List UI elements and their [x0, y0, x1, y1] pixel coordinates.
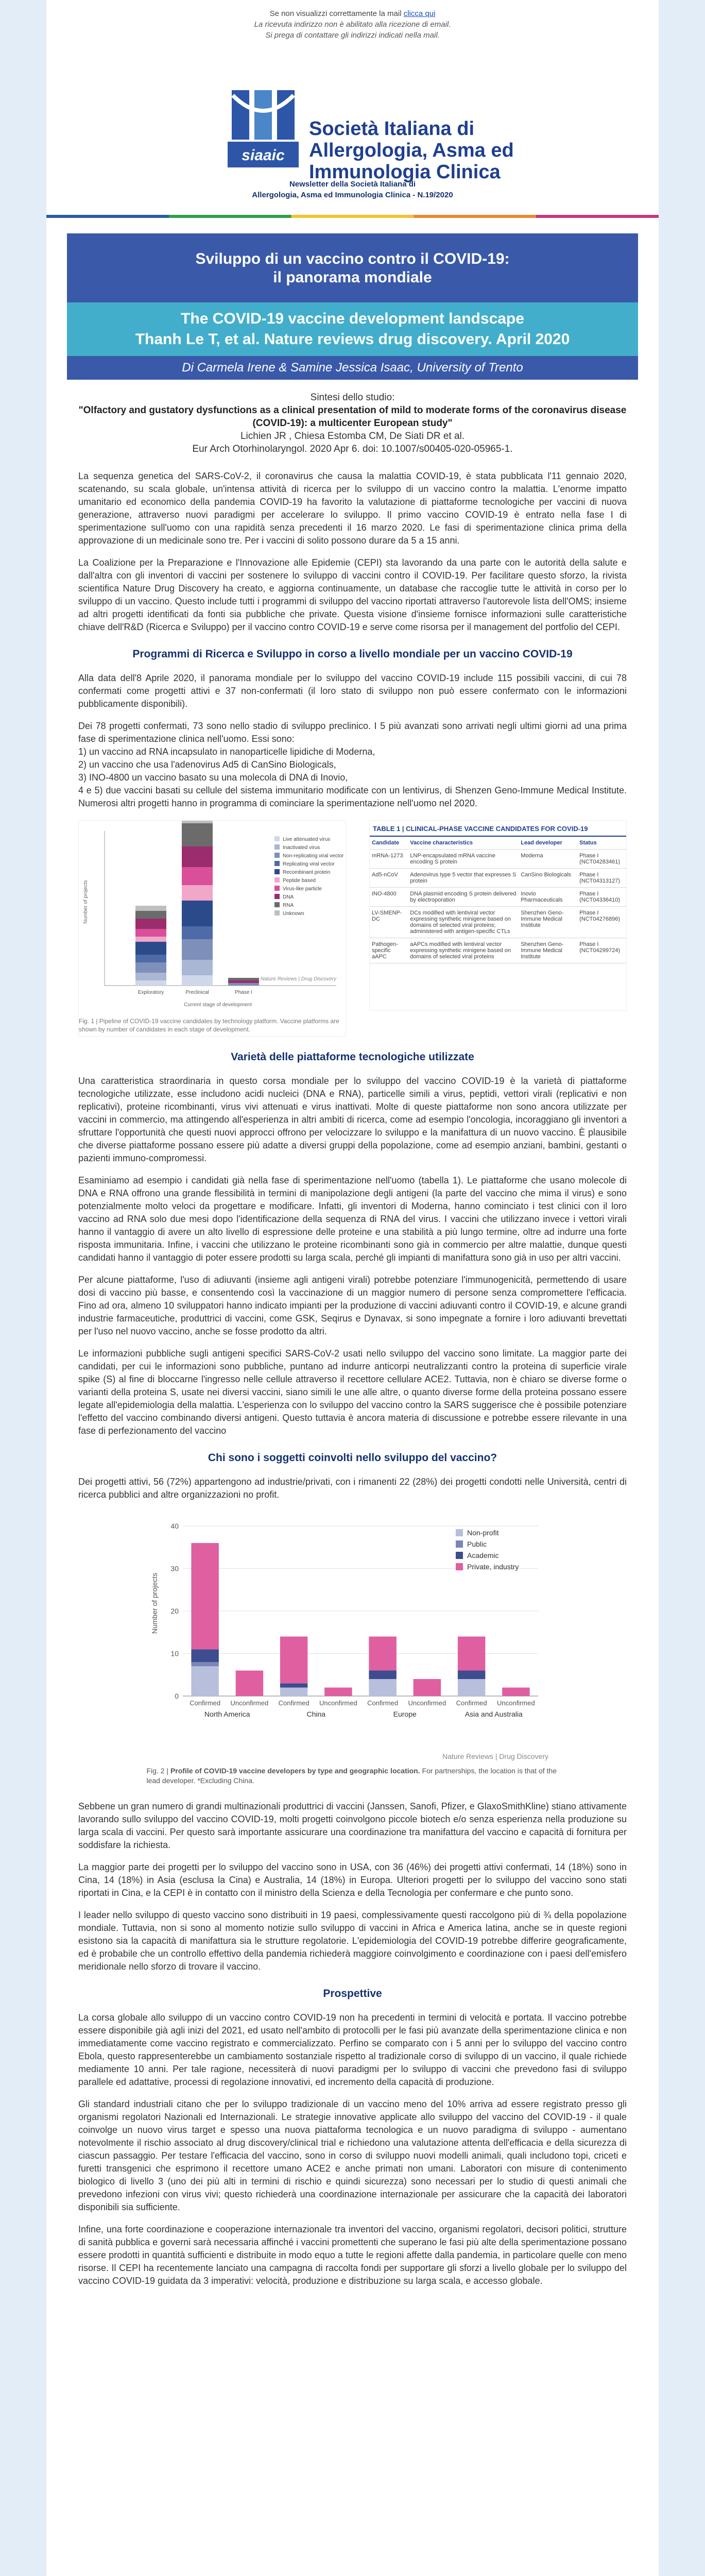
figure-1-bar-segment [135, 929, 166, 937]
figure-1-legend-label: Inactivated virus [283, 845, 320, 851]
platforms-paragraph-2: Esaminiamo ad esempio i candidati già nella fase di sperimentazione nell'uomo (tabella 1). Le piattaforme che usano molecole di DNA e RNA offrono una grande flessibilità in termini di manipolazione degli antigeni (la parte del vaccino che mima il virus) e sono potenzialmente molto veloci da progettare e modificare. Infatti, gli inventori di Moderna, hanno cominciato i test clinici con il loro vaccino ad RNA solo due mesi dopo l'identificazione della sequenza di RNA del virus. I vaccini che utilizzano invece i vettori virali hanno il vantaggio di avere un alto livello di espressione delle proteine e una stabilità a più lungo termine, oltre ad indurre una forte risposta immunitaria. Infine, i vaccini che utilizzano le proteine ricombinanti sono già in commercio per altre malattie, dunque questi candidati hanno il vantaggio di poter essere prodotti su larga scala, perché gli impianti di manifattura sono già in uso per altri vaccini. [78, 1175, 627, 1263]
who-paragraph-4: I leader nello sviluppo di questo vaccino sono distribuiti in 19 paesi, complessivamente questi raccolgono più di ¾ della popolazione mondiale. Tuttavia, non si sono al momento notizie sullo sviluppo di vaccini in Africa e America latina, anche se in queste regioni esistono sia la capacità di manifattura sia le strutture regolatorie. L'epidemiologia del COVID-19 potrebbe differire geograficamente, ed è probabile che un controllo effettivo della pandemia richiederà maggiore coinvolgimento e coordinazione con i paesi dell'emisfero meridionale nello sforzo di trovare il vaccino. [78, 1910, 627, 1972]
figure-1-legend-swatch [274, 836, 280, 841]
figure-1-caption: Fig. 1 | Pipeline of COVID-19 vaccine candidates by technology platform. Vaccine platforms are shown by number of candidates in each stage of development. [79, 1018, 339, 1033]
figure-1-legend-label: Non-replicating viral vector [283, 853, 344, 859]
figure-1-legend-swatch [274, 844, 280, 850]
newsletter-line2: Allergologia, Asma ed Immunologia Clinica - N.19/2020 [252, 191, 453, 199]
table-1-title: TABLE 1 | CLINICAL-PHASE VACCINE CANDIDATES FOR COVID-19 [370, 821, 626, 837]
figure-2-source: Nature Reviews | Drug Discovery [442, 1752, 548, 1760]
figure-2-ytick: 0 [174, 1692, 179, 1700]
figure-1-legend-swatch [274, 894, 280, 899]
figure-1-legend-label: DNA [283, 894, 294, 900]
figure-2-legend-label: Academic [467, 1551, 498, 1560]
figure-1-chart [79, 821, 347, 1011]
logo-word: siaaic [242, 147, 285, 164]
figure-1-bar-segment [135, 919, 166, 929]
figure-1-legend-swatch [274, 877, 280, 883]
figure-1-category-label: Exploratory [137, 990, 164, 995]
figure-2-legend-swatch [456, 1563, 463, 1570]
table-1-cell: LV-SMENP-DC [370, 907, 408, 938]
platforms-paragraph-3: Per alcune piattaforme, l'uso di adiuvanti (insieme agli antigeni virali) potrebbe potenziare l'immunogenicità, permettendo di usare dosi di vaccino più basse, e consentendo così la vaccinazione di un maggior numero di persone senza compromettere l'efficacia. Fino ad ora, almeno 10 sviluppatori hanno indicato impianti per la produzione di vaccini adiuvanti contro il COVID-19, e alcune grandi industrie farmaceutiche, produttrici di vaccini, come GSK, Seqirus e Dynavax, si sono impegnate a fornire i loro adiuvanti brevettati per l'uso nel nuovo vaccino, anche se fosse prodotto da altri. [78, 1275, 627, 1336]
figure-2-caption-bold: Profile of COVID-19 vaccine developers by type and geographic location. [170, 1767, 420, 1775]
figure-1-bar-segment [135, 973, 166, 980]
figure-1-bar-segment [182, 885, 213, 901]
figure-2-bar-segment [191, 1662, 218, 1666]
figure-2-category-label: Confirmed [456, 1699, 487, 1707]
figure-1-bar-segment [135, 980, 166, 986]
figure-2-category-label: Unconfirmed [230, 1699, 268, 1707]
table-1-cell: Shenzhen Geno-Immune Medical Institute [519, 938, 577, 963]
figure-2-legend-label: Public [467, 1540, 487, 1548]
figure-2-developers [147, 1511, 559, 1763]
who-paragraph-1: Dei progetti attivi, 56 (72%) appartengono ad industrie/privati, con i rimanenti 22 (28%) dei progetti condotti nelle Università, centri di ricerca pubblici and altre organizzazioni no profit. [78, 1477, 627, 1500]
figure-1-bar-segment [135, 911, 166, 919]
table-1-row [370, 938, 626, 963]
figure-1-legend-swatch [274, 861, 280, 866]
figure-1-bar-segment [135, 962, 166, 973]
figure-1-legend-swatch [274, 902, 280, 907]
intro-paragraph-1: La sequenza genetica del SARS-CoV-2, il coronavirus che causa la malattia COVID-19, è stata pubblicata l'11 gennaio 2020, scatenando, su scala globale, un'intensa attività di ricerca per lo sviluppo di un vaccino contro la malattia. L'enorme impatto umanitario ed economico della pandemia COVID-19 ha favorito la valutazione di piattaforme tecnologiche per vaccini di nuova generazione, attraverso nuovi paradigmi per accelerare lo sviluppo. Il primo vaccino COVID-19 è entrato nella fase I di sperimentazione sull'uomo con una rapidità senza precedenti il 16 marzo 2020. Le fasi di sperimentazione clinica prima della approvazione di un medicinale sono tre. Per i vaccini di solito possono durare da 5 a 15 anni. [78, 471, 627, 546]
color-divider [46, 215, 659, 218]
figure-1-legend-label: Virus-like particle [283, 886, 322, 892]
notice-line-3: Si prega di contattare gli indirizzi indicati nella mail. [265, 31, 440, 40]
table-1-cell: Phase I (NCT04299724) [577, 938, 626, 963]
figure-2-category-label: Confirmed [189, 1699, 220, 1707]
figure-2-category-label: Confirmed [367, 1699, 398, 1707]
section-heading-programs: Programmi di Ricerca e Sviluppo in corso a livello mondiale per un vaccino COVID-19 [132, 648, 573, 660]
article-subtitle [67, 302, 638, 356]
summary-label: Sintesi dello studio: [310, 392, 395, 403]
figure-1-bar-segment [228, 980, 259, 983]
figure-2-group-label: North America [204, 1710, 250, 1718]
figure-1-category-label: Phase I [235, 990, 252, 995]
figure-1-pipeline [78, 820, 346, 1037]
figure-2-group-label: Europe [393, 1710, 417, 1718]
platforms-body [78, 1075, 627, 1437]
society-name-line3: Immunologia Clinica [309, 161, 501, 183]
programs-list-item: 3) INO-4800 un vaccino basato su una molecola di DNA di Inovio, [78, 772, 348, 783]
figure-2-ylabel: Number of projects [150, 1572, 159, 1634]
figure-1-xlabel: Current stage of development [184, 1002, 252, 1008]
figure-2-bar-segment [413, 1679, 440, 1696]
figure-2-caption [147, 1766, 559, 1786]
figure-1-legend-swatch [274, 853, 280, 858]
table-1-cell: Phase I (NCT04276896) [577, 907, 626, 938]
figure-2-bar-segment [457, 1679, 485, 1696]
top-notice [46, 0, 659, 41]
subtitle-line2: Thanh Le T, et al. Nature reviews drug discovery. April 2020 [135, 331, 570, 348]
table-1-cell: Phase I (NCT04283461) [577, 850, 626, 869]
table-1-cell: LNP-encapsulated mRNA vaccine encoding S protein [408, 850, 519, 869]
figure-2-bar-segment [502, 1688, 529, 1697]
figure-1-legend-label: Unknown [283, 911, 304, 917]
perspectives-paragraph-1: La corsa globale allo sviluppo di un vaccino contro COVID-19 non ha precedenti in termini di velocità e portata. Il vaccino potrebbe essere disponibile già agli inizi del 2021, ed usato nell'ambito di protocolli per le fasi più avanzate della sperimentazione clinica e non immediatamente come vaccino registrato e commercializzato. Perfino se comparato con i 5 anni per lo sviluppo del vaccino contro Ebola, questo rappresenterebbe un cambiamento sostanziale rispetto al tradizionale corso di sviluppo di un vaccino, il quale richiede mediamente 10 anni. Per tale ragione, necessiterà di nuovi paradigmi per lo sviluppo di vaccini che prevedono fasi di sviluppo parallele ed adattative, processi di regolazione innovativi, ed incremento della capacità di produzione. [78, 2012, 627, 2087]
figure-1-bar-segment [182, 867, 213, 885]
intro-paragraph-2: La Coalizione per la Preparazione e l'Innovazione alle Epidemie (CEPI) sta lavorando da una parte con le autorità della salute e dall'altra con gli inventori di vaccini per sostenere lo sviluppo di vaccini contro il COVID-19. Per facilitare questo sforzo, la rivista scientifica Nature Drug Discovery ha creato, e aggiorna continuamente, un database che raccoglie tutte le attività in corso per lo sviluppo di un vaccino. Questo include tutti i programmi di sviluppo del vaccino riportati attraverso l'autorevole lista dell'OMS; insieme ad altri progetti identificati da fonti sia pubbliche che private. Questa visione d'insieme fornisce informazioni sulle caratteristiche chiave dell'R&D (Ricerca e Sviluppo) per il vaccino contro COVID-19 e serve come risorsa per il management del portfolio del CEPI. [78, 557, 627, 632]
table-1-cell: Adenovirus type 5 vector that expresses S protein [408, 869, 519, 888]
society-name-line1: Società Italiana di [309, 118, 474, 140]
perspectives-paragraph-2: Gli standard industriali citano che per lo sviluppo tradizionale di un vaccino meno del 10% arriva ad essere registrato presso gli organismi regolatori Nazionali ed Internazionali. Le strategie innovative applicate allo sviluppo del vaccino del COVID-19 - il quale coinvolge un nuovo virus target e spesso una nuova piattaforma tecnologica e un nuovo paradigma di sviluppo - aumentano notevolmente il rischio associato al drug discovery/clinical trial e richiedono una valutazione attenta dell'efficacia e della sicurezza di ciascun passaggio. Per testare l'efficacia del vaccino, sono in corso di sviluppo nuovi modelli animali, quali includono topi, criceti e furetti transgenici che esprimono il recettore umano ACE2 e anche primati non umani. Laboratori con misure di contenimento biologico di livello 3 (uno dei più alti in termini di rischio e quindi sicurezza) sono necessari per lo studio di questi animali che prevedono infezioni con virus vivi; questo richiederà una coordinazione internazionale per assicurare che la capacità dei laboratori disponibili sia sufficiente. [78, 2099, 627, 2212]
table-1-row [370, 907, 626, 938]
table-1-cell: Shenzhen Geno-Immune Medical Institute [519, 907, 577, 938]
programs-list-item: 4 e 5) due vaccini basati su cellule del sistema immunitario modificate con un lentivirus, di Shenzen Geno-Immune Medical Institute. Numerosi altri progetti hanno in programma di cominciare la sperimentazione nell'uomo nel 2020. [78, 785, 627, 808]
programs-paragraph-2: Dei 78 progetti confermati, 73 sono nello stadio di sviluppo preclinico. I 5 più avanzati sono arrivati negli ultimi giorni ad una prima fase di sperimentazione clinica nell'uomo. Essi sono: [78, 721, 627, 744]
figure-1-bar-segment [135, 906, 166, 911]
figure-2-ytick: 30 [170, 1564, 179, 1573]
platforms-paragraph-4: Le informazioni pubbliche sugli antigeni specifici SARS-CoV-2 usati nello sviluppo del vaccino sono limitate. La maggior parte dei candidati, per cui le informazioni sono pubbliche, puntano ad indurre anticorpi neutralizzanti contro la proteina di superficie virale spike (S) al fine di bloccarne l'ingresso nelle cellule attraverso il recettore cellulare ACE2. Tuttavia, non è chiaro se diverse forme o varianti della proteina S, usate nei diversi vaccini, siano simili le une alle altre, o quanto diverse forme della proteina possano essere legate all'epidemiologia della malattia. L'esperienza con lo sviluppo del vaccino contro la SARS suggerisce che è possibile potenziare l'effetto del vaccino combinando diversi antigeni. Questo tuttavia è ancora materia di discussione e potrebbe essere rilevante in una fase di perfezionamento del vaccino [78, 1348, 627, 1436]
figure-2-bar-segment [369, 1679, 396, 1696]
figure-1-legend-label: Peptide based [283, 878, 316, 884]
study-summary [77, 391, 628, 455]
programs-list-item: 2) un vaccino che usa l'adenovirus Ad5 di CanSino Biologicals, [78, 759, 336, 770]
table-1-row [370, 888, 626, 907]
figure-2-bar-segment [457, 1671, 485, 1680]
figure-1-legend-label: Live attenuated virus [283, 837, 331, 842]
who-body-2 [78, 1800, 627, 1973]
section-heading-who: Chi sono i soggetti coinvolti nello sviluppo del vaccino? [208, 1452, 497, 1464]
figure-2-legend-swatch [456, 1529, 463, 1536]
table-1-row [370, 869, 626, 888]
reference-title: "Olfactory and gustatory dysfunctions as a clinical presentation of mild to moderate forms of the coronavirus disease (COVID-19): a multicenter European study" [78, 405, 627, 429]
article-title [67, 233, 638, 302]
reference-journal: Eur Arch Otorhinolaryngol. 2020 Apr 6. doi: 10.1007/s00405-020-05965-1. [192, 444, 513, 454]
figure-1-legend-label: Replicating viral vector [283, 861, 335, 867]
figure-2-bar-segment [191, 1543, 218, 1649]
section-heading-perspectives: Prospettive [323, 1988, 382, 1999]
figure-2-bar-segment [369, 1637, 396, 1671]
table-1-cell: INO-4800 [370, 888, 408, 907]
figure-1-bar-segment [228, 978, 259, 980]
figure-2-category-label: Confirmed [278, 1699, 309, 1707]
figure-2-ytick: 40 [170, 1522, 179, 1530]
view-online-link[interactable]: clicca qui [403, 9, 436, 18]
table-1-header: Vaccine characteristics [408, 837, 519, 850]
newsletter-page [46, 0, 659, 2576]
notice-line-2: La ricevuta indirizzo non è abilitato alla ricezione di email. [254, 20, 451, 29]
figure-1-bar-segment [182, 823, 213, 846]
figure-1-bar-segment [182, 846, 213, 867]
figure-1-bar-segment [182, 821, 213, 823]
table-1 [370, 837, 626, 963]
figure-2-bar-segment [191, 1666, 218, 1696]
figure-1-bar-segment [182, 960, 213, 975]
table-1-cell: Pathogen-specific aAPC [370, 938, 408, 963]
figure-1-source: Nature Reviews | Drug Discovery [260, 976, 336, 982]
figure-2-category-label: Unconfirmed [496, 1699, 535, 1707]
reference-authors: Lichien JR , Chiesa Estomba CM, De Siati DR et al. [240, 431, 465, 442]
figure-2-group-label: Asia and Australia [465, 1710, 523, 1718]
notice-text: Se non visualizzi correttamente la mail [269, 9, 404, 18]
figures-row [78, 820, 627, 1037]
figure-1-legend-swatch [274, 886, 280, 891]
figure-1-bar-segment [135, 937, 166, 942]
who-paragraph-2: Sebbene un gran numero di grandi multinazionali produttrici di vaccini (Janssen, Sanofi, Pfizer, e GlaxoSmithKline) stiano attivamente lavorando sullo sviluppo del vaccino COVID-19, molti progetti coinvolgono piccole biotech e/o senza esperienza nella produzione su larga scala di vaccini. Per questo sarà importante assicurare una coordinazione tra manifattura del vaccino e capacità di fornitura per soddisfare la richiesta. [78, 1801, 627, 1850]
figure-2-bar-segment [324, 1688, 352, 1697]
figure-2-ytick: 20 [170, 1607, 179, 1615]
logo-area [46, 41, 659, 183]
table-1-cell: Ad5-nCoV [370, 869, 408, 888]
figure-2-bar-segment [191, 1649, 218, 1662]
article-body [78, 470, 627, 634]
table-1-cell: mRNA-1273 [370, 850, 408, 869]
perspectives-body [78, 2011, 627, 2287]
table-1-header: Status [577, 837, 626, 850]
table-1-cell: Phase I (NCT04313127) [577, 869, 626, 888]
table-1-cell: Phase I (NCT04336410) [577, 888, 626, 907]
figure-1-bar-segment [182, 926, 213, 939]
figure-1-bar-segment [228, 983, 259, 986]
figure-1-bar-segment [135, 955, 166, 962]
figure-1-legend-label: RNA [283, 903, 294, 908]
figure-2-caption-rest: For partnerships, the location is that of the lead developer. *Excluding China. [146, 1767, 557, 1785]
figure-2-category-label: Unconfirmed [319, 1699, 357, 1707]
programs-body [78, 672, 627, 810]
table-1-cell: aAPCs modified with lentiviral vector expressing synthetic minigene based on domains of selected viral proteins [408, 938, 519, 963]
title-line1: Sviluppo di un vaccino contro il COVID-19: [195, 250, 510, 267]
who-body-1 [78, 1476, 627, 1501]
table-1-cell: DCs modified with lentiviral vector expressing synthetic minigene based on domains of selected viral proteins; administered with antigen-specific CTLs [408, 907, 519, 938]
table-1-header: Candidate [370, 837, 408, 850]
table-1-clinical [369, 820, 627, 1011]
figure-1-category-label: Preclinical [185, 990, 209, 995]
figure-2-category-label: Unconfirmed [408, 1699, 446, 1707]
figure-1-bar-segment [182, 939, 213, 960]
table-1-header: Lead developer [519, 837, 577, 850]
figure-1-legend-label: Recombinant protein [283, 870, 331, 875]
figure-2-legend-swatch [456, 1540, 463, 1548]
programs-paragraph-1: Alla data dell'8 Aprile 2020, il panorama mondiale per lo sviluppo del vaccino COVID-19 include 115 possibili vaccini, di cui 78 confermati come progetti attivi e 37 non-confermati (il loro stato di sviluppo non può essere confermato con le informazioni pubblicamente disponibili). [78, 673, 627, 709]
figure-2-caption-prefix: Fig. 2 | [146, 1767, 170, 1775]
platforms-paragraph-1: Una caratteristica straordinaria in questo corsa mondiale per lo sviluppo del vaccino COVID-19 è la varietà di piattaforme tecnologiche utilizzate, esse includono acidi nucleici (DNA e RNA), particelle simili a virus, peptidi, vettori virali (replicativi e non replicativi), proteine ricombinanti, virus vivi attenuati e virus inattivati. Molte di queste piattaforme non sono ancora utilizzate per vaccini in commercio, ma attingendo all'esperienza in altri ambiti di ricerca, come ad esempio l'oncologia, incoraggiano gli inventori a sfruttare l'opportunità che questi nuovi approcci offrono per velocizzare lo sviluppo e la manifattura di un nuovo vaccino. È plausibile che diverse piattaforme possano essere più adatte a diversi gruppi della popolazione, come ad esempio anziani, bambini, gestanti o pazienti immuno-compromessi. [78, 1076, 627, 1163]
figure-2-chart [147, 1511, 559, 1763]
who-paragraph-3: La maggior parte dei progetti per lo sviluppo del vaccino sono in USA, con 36 (46%) dei progetti attivi confermati, 14 (18%) sono in Cina, 14 (18%) in Asia (esclusa la Cina) e Australia, 14 (18%) in Europa. Ulteriori progetti per lo sviluppo del vaccino sono stati riportati in Cina, e la CEPI è in contatto con il ministro della Scienza e della Tecnologia per confermare e che punto sono. [78, 1862, 627, 1898]
figure-2-ytick: 10 [170, 1649, 179, 1658]
figure-2-bar-segment [457, 1637, 485, 1671]
figure-2-legend-label: Private, industry [467, 1563, 519, 1571]
society-name-line2: Allergologia, Asma ed [309, 140, 514, 161]
table-1-cell: Moderna [519, 850, 577, 869]
figure-1-legend-swatch [274, 910, 280, 916]
figure-1-legend-swatch [274, 869, 280, 874]
figure-2-legend-swatch [456, 1552, 463, 1559]
section-heading-platforms: Varietà delle piattaforme tecnologiche utilizzate [231, 1051, 474, 1063]
figure-2-legend-label: Non-profit [467, 1529, 498, 1537]
figure-1-ylabel: Number of projects [83, 880, 89, 924]
table-1-cell: DNA plasmid encoding S protein delivered by electroporation [408, 888, 519, 907]
table-1-cell: CanSino Biologicals [519, 869, 577, 888]
figure-2-bar-segment [280, 1637, 307, 1684]
figure-1-bar-segment [182, 901, 213, 926]
programs-list-item: 1) un vaccino ad RNA incapsulato in nanoparticelle lipidiche di Moderna, [78, 747, 375, 757]
newsletter-line1: Newsletter della Società Italiana di [289, 180, 416, 189]
figure-2-bar-segment [235, 1671, 263, 1697]
siaaic-logo-mark [228, 90, 299, 167]
perspectives-paragraph-3: Infine, una forte coordinazione e cooperazione internazionale tra inventori del vaccino, organismi regolatori, decisori politici, strutture di sanità pubblica e governi sarà necessaria affinché i vaccini promettenti che superano le fasi più alte della sperimentazione possano essere prodotti in quantità sufficienti e distribuite in modo equo a tutte le regioni affette dalla pandemia, in particolare quelle con meno risorse. Il CEPI ha recentemente lanciato una campagna di raccolta fondi per supportare gli sforzi a livello globale per lo sviluppo del vaccino COVID-19 guidata da 3 imperativi: velocità, produzione e distribuzione su larga scala, e accesso globale. [78, 2224, 627, 2286]
figure-2-group-label: China [306, 1710, 325, 1718]
figure-1-bar-segment [135, 942, 166, 955]
title-line2: il panorama mondiale [273, 269, 432, 286]
figure-1-bar-segment [182, 975, 213, 986]
table-1-cell: Inovio Pharmaceuticals [519, 888, 577, 907]
society-name [309, 118, 514, 183]
figure-2-bar-segment [369, 1671, 396, 1680]
article-authors: Di Carmela Irene & Samine Jessica Isaac, University of Trento [67, 356, 638, 380]
subtitle-line1: The COVID-19 vaccine development landscape [181, 310, 524, 327]
figure-2-bar-segment [280, 1683, 307, 1687]
figure-2-bar-segment [280, 1688, 307, 1697]
table-1-row [370, 850, 626, 869]
